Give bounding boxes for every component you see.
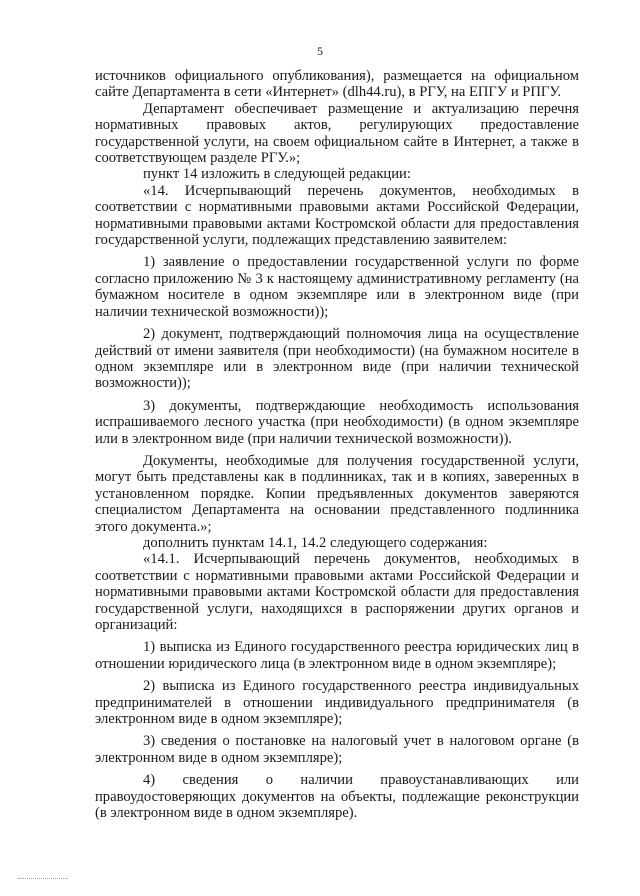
document-body [95,68,579,821]
paragraph-item-14-1-3: 3) сведения о постановке на налоговый учет в налоговом органе (в электронном виде в одном экземпляре); [95,733,579,766]
paragraph-department-duty: Департамент обеспечивает размещение и актуализацию перечня нормативных правовых актов, регулирующих предоставление государственной услуги, на своем официальном сайте в Интернет, а также в соответствующем разделе РГУ.»; [95,100,579,167]
paragraph-item-14-1-1: 1) выписка из Единого государственного реестра юридических лиц в отношении юридического лица (в электронном виде в одном экземпляре); [95,639,579,672]
paragraph-item-14-2: 2) документ, подтверждающий полномочия лица на осуществление действий от имени заявителя (при необходимости) (на бумажном носителе в одном экземпляре или в электронном виде (при наличии технической возможности)); [95,326,579,392]
page-number: 5 [317,44,323,58]
paragraph-amend-14: пункт 14 изложить в следующей редакции: [143,166,411,183]
paragraph-item-14: «14. Исчерпывающий перечень документов, необходимых в соответствии с нормативными правовыми актами Российской Федерации, нормативными правовыми актами Костромской области для предоставления государственной услуги, подлежащих представлению заявителем: [95,182,579,249]
paragraph-continuation: источников официального опубликования), размещается на официальном сайте Департамента в сети «Интернет» (dlh44.ru), в РГУ, на ЕПГУ и РПГУ. [95,68,579,101]
paragraph-add-14-1-14-2: дополнить пунктам 14.1, 14.2 следующего содержания: [143,534,488,551]
paragraph-item-14-1-4: 4) сведения о наличии правоустанавливающих или правоудостоверяющих документов на объекты, подлежащие реконструкции (в электронном виде в одном экземпляре). [95,772,579,822]
scan-mark [18,878,68,880]
paragraph-item-14-1-2: 2) выписка из Единого государственного реестра индивидуальных предпринимателей в отношении индивидуального предпринимателя (в электронном виде в одном экземпляре); [95,678,579,728]
paragraph-documents-note: Документы, необходимые для получения государственной услуги, могут быть представлены как в подлинниках, так и в копиях, заверенных в установленном порядке. Копии предъявленных документов заверяются специалистом Департамента на основании представленного подлинника этого документа.»; [95,452,579,535]
paragraph-item-14-3: 3) документы, подтверждающие необходимость использования испрашиваемого лесного участка (при необходимости) (в одном экземпляре или в электронном виде (при наличии технической возможности)). [95,397,579,447]
paragraph-item-14-1-heading: «14.1. Исчерпывающий перечень документов, необходимых в соответствии с нормативными правовыми актами Российской Федерации и нормативными правовыми актами Костромской области для предоставления государственной услуги, находящихся в распоряжении других органов и организаций: [95,551,579,633]
paragraph-item-14-1: 1) заявление о предоставлении государственной услуги по форме согласно приложению № 3 к настоящему административному регламенту (на бумажном носителе в одном экземпляре или в электронном виде (при наличии технической возможности)); [95,254,579,320]
